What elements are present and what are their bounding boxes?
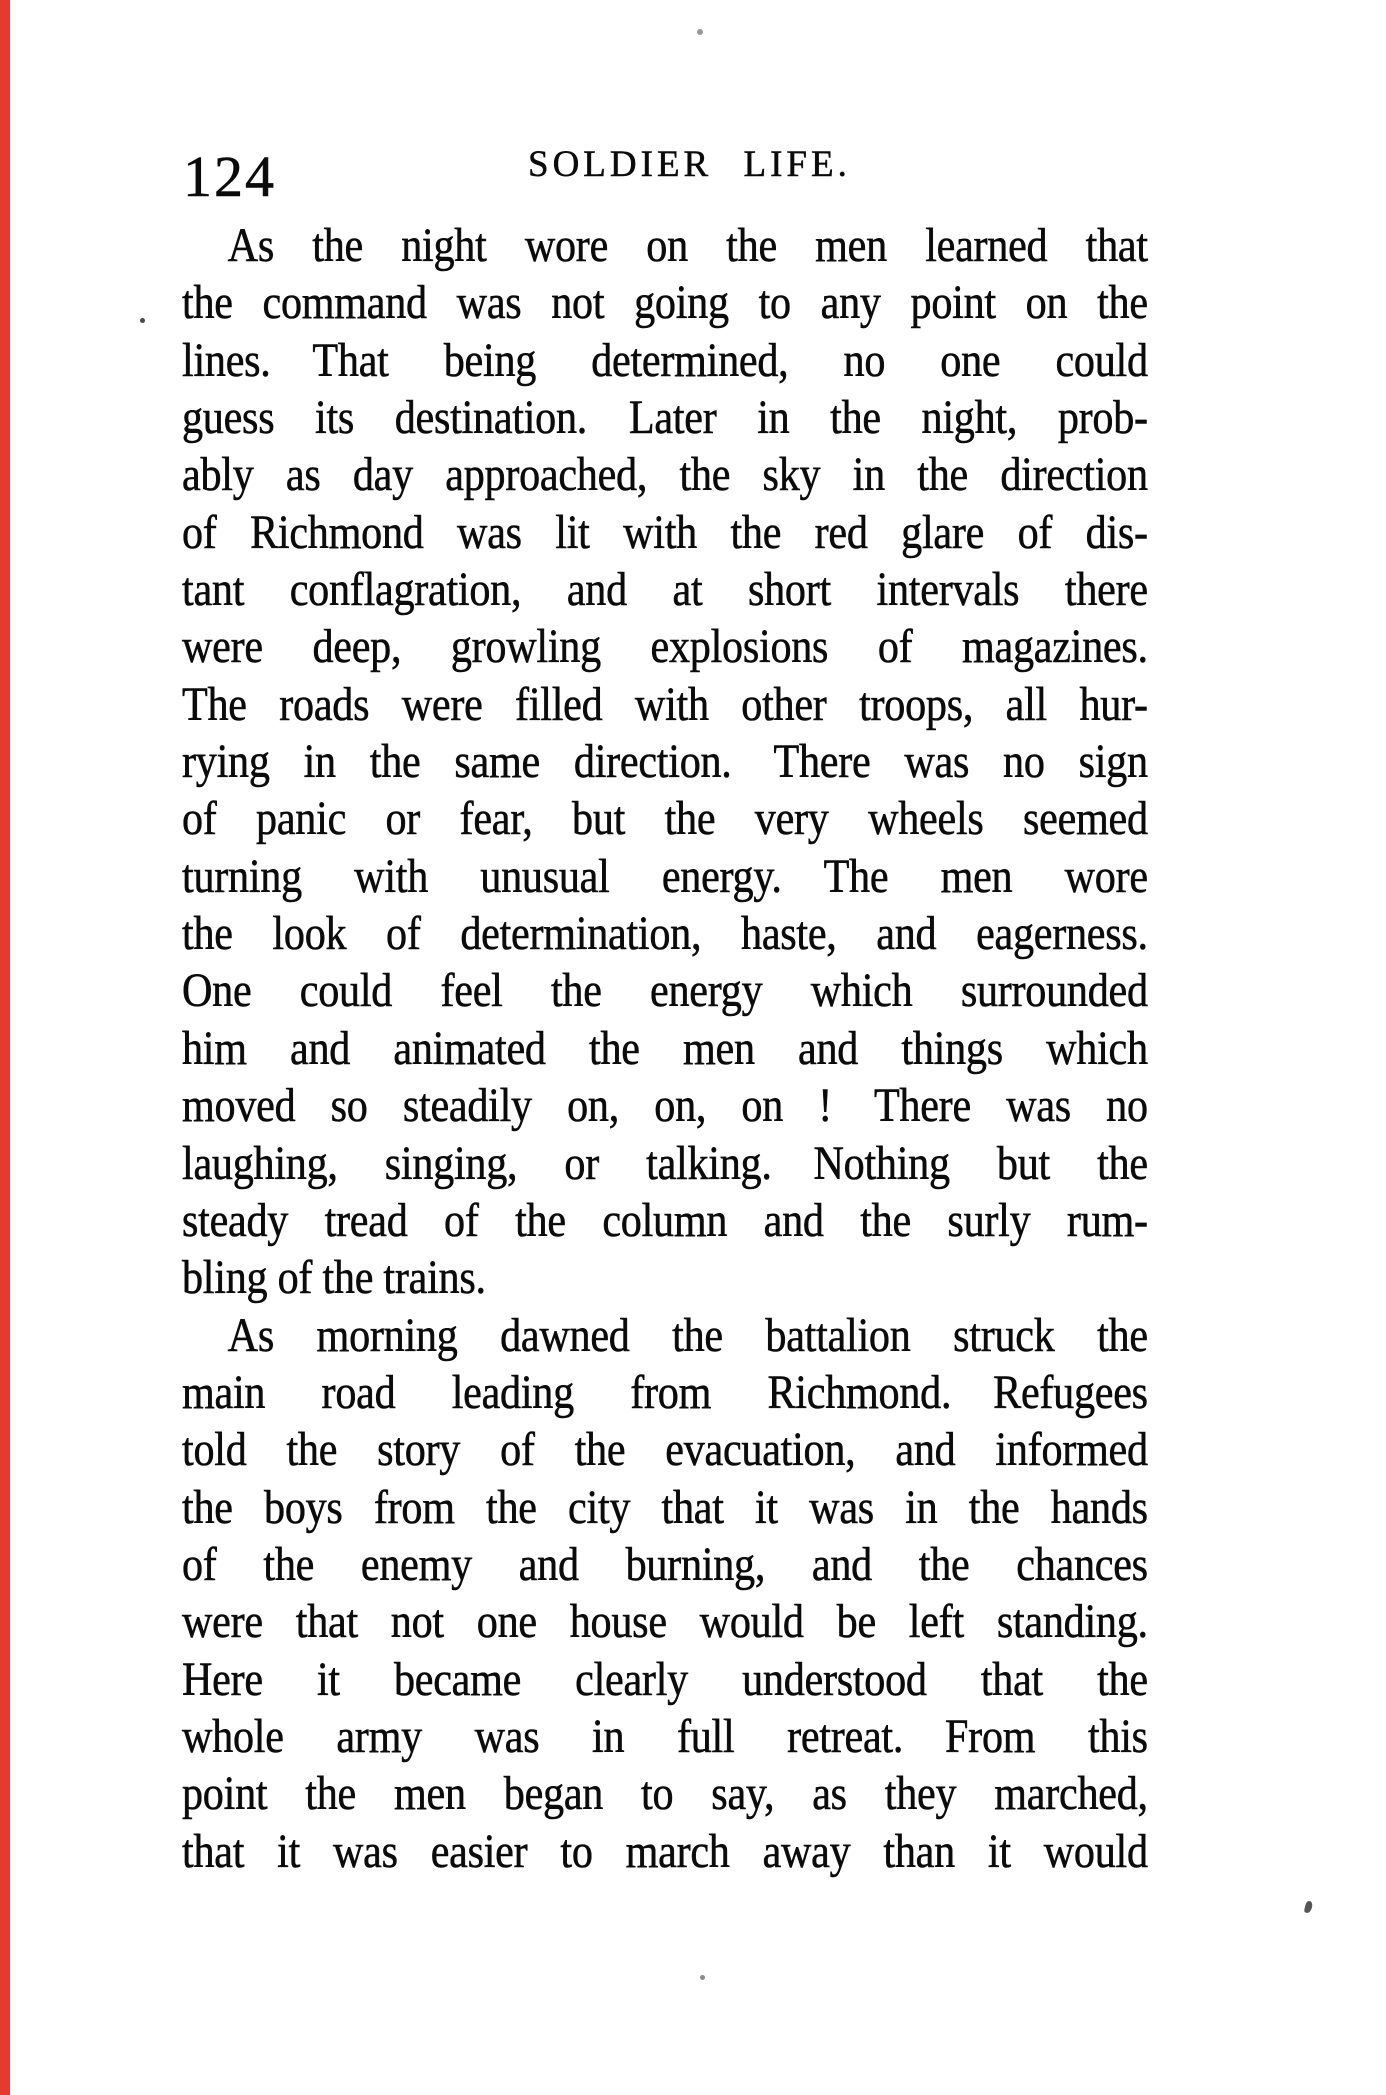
text-line: As the night wore on the men learned that (227, 219, 1148, 272)
text-line: whole army was in full retreat. From this (182, 1709, 1148, 1763)
scan-edge-artifact (0, 0, 10, 2095)
text-line: Here it became clearly understood that the (182, 1652, 1148, 1706)
text-line: ably as day approached, the sky in the direction (182, 448, 1148, 502)
text-line: guess its destination. Later in the night, prob- (182, 391, 1148, 445)
ink-speck (140, 318, 145, 323)
text-line: of panic or fear, but the very wheels seemed (182, 792, 1148, 846)
text-line: As morning dawned the battalion struck the (227, 1308, 1148, 1362)
page-number: 124 (183, 144, 276, 209)
ink-speck (700, 1975, 705, 1980)
page-text (182, 217, 1148, 1880)
text-line: turning with unusual energy. The men wore (182, 849, 1148, 903)
text-line: lines. That being determined, no one could (182, 333, 1148, 387)
text-line: of the enemy and burning, and the chances (182, 1537, 1148, 1591)
text-line: bling of the trains. (182, 1251, 486, 1305)
text-line: him and animated the men and things which (182, 1021, 1148, 1075)
text-line: told the story of the evacuation, and informed (182, 1423, 1148, 1477)
ink-speck (697, 29, 703, 35)
text-line: were that not one house would be left standing. (182, 1595, 1148, 1649)
text-line: laughing, singing, or talking. Nothing but the (182, 1136, 1148, 1190)
text-line: were deep, growling explosions of magazines. (182, 620, 1148, 674)
text-line: point the men began to say, as they marched, (182, 1767, 1148, 1821)
text-line: the command was not going to any point on the (182, 276, 1148, 330)
text-line: moved so steadily on, on, on ! There was no (182, 1079, 1148, 1133)
text-line: The roads were filled with other troops, all hur- (182, 677, 1148, 731)
text-line: steady tread of the column and the surly rum- (182, 1193, 1148, 1247)
text-line: tant conflagration, and at short intervals there (182, 563, 1148, 617)
text-line: rying in the same direction. There was no sign (182, 735, 1148, 789)
text-line: main road leading from Richmond. Refugees (182, 1365, 1148, 1419)
text-line: the look of determination, haste, and eagerness. (182, 907, 1148, 961)
ink-speck (1304, 1900, 1313, 1913)
text-line: of Richmond was lit with the red glare of dis- (182, 505, 1148, 559)
running-title: SOLDIER LIFE. (528, 144, 851, 185)
text-line: the boys from the city that it was in the hands (182, 1480, 1148, 1534)
text-line: that it was easier to march away than it would (182, 1824, 1148, 1878)
text-line: One could feel the energy which surrounded (182, 964, 1148, 1018)
